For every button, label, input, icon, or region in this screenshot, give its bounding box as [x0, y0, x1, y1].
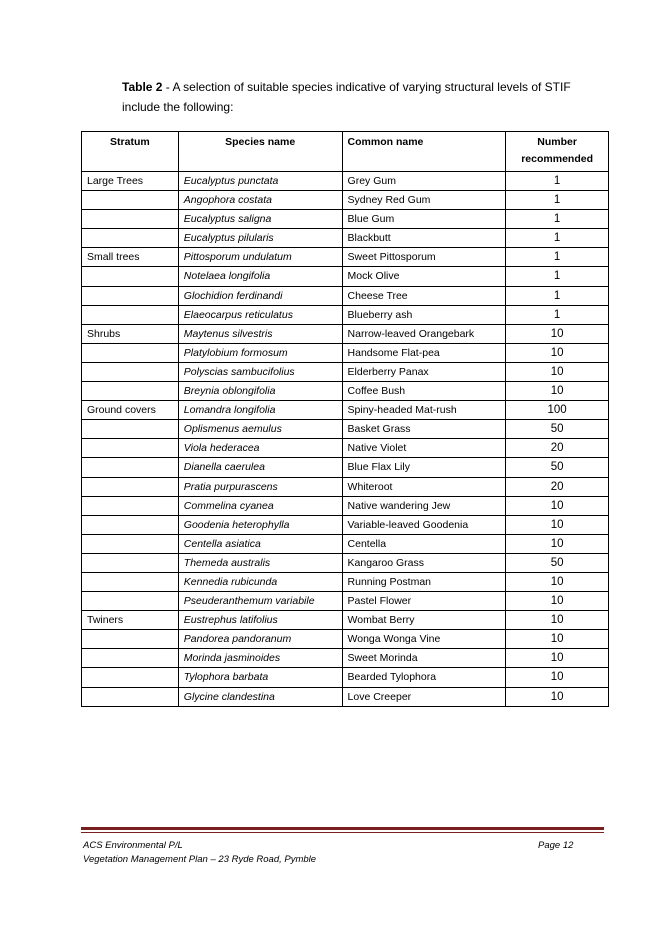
cell-stratum	[82, 267, 179, 286]
cell-common-name: Spiny-headed Mat-rush	[342, 401, 506, 420]
cell-number-recommended: 10	[506, 592, 609, 611]
table-row	[82, 191, 609, 210]
cell-stratum: Small trees	[82, 248, 179, 267]
cell-number-recommended: 10	[506, 496, 609, 515]
cell-stratum	[82, 286, 179, 305]
cell-number-recommended: 10	[506, 572, 609, 591]
cell-stratum	[82, 191, 179, 210]
table-row	[82, 267, 609, 286]
cell-common-name: Cheese Tree	[342, 286, 506, 305]
cell-number-recommended: 10	[506, 382, 609, 401]
cell-common-name: Basket Grass	[342, 420, 506, 439]
cell-stratum: Large Trees	[82, 172, 179, 191]
cell-stratum	[82, 229, 179, 248]
cell-species-name: Notelaea longifolia	[178, 267, 342, 286]
cell-number-recommended: 10	[506, 649, 609, 668]
cell-species-name: Breynia oblongifolia	[178, 382, 342, 401]
cell-species-name: Tylophora barbata	[178, 668, 342, 687]
cell-species-name: Pratia purpurascens	[178, 477, 342, 496]
cell-common-name: Variable-leaved Goodenia	[342, 515, 506, 534]
table-row	[82, 172, 609, 191]
cell-species-name: Oplismenus aemulus	[178, 420, 342, 439]
table-row	[82, 687, 609, 706]
cell-number-recommended: 10	[506, 534, 609, 553]
cell-common-name: Love Creeper	[342, 687, 506, 706]
cell-common-name: Mock Olive	[342, 267, 506, 286]
cell-number-recommended: 1	[506, 248, 609, 267]
cell-species-name: Dianella caerulea	[178, 458, 342, 477]
table-row	[82, 210, 609, 229]
table-row	[82, 401, 609, 420]
footer-document-title: Vegetation Management Plan – 23 Ryde Road, Pymble	[83, 854, 317, 865]
cell-stratum	[82, 305, 179, 324]
species-table	[81, 131, 609, 707]
cell-species-name: Eucalyptus saligna	[178, 210, 342, 229]
cell-species-name: Eustrephus latifolius	[178, 611, 342, 630]
cell-stratum	[82, 649, 179, 668]
footer-page-number: Page 12	[538, 840, 574, 851]
footer-company: ACS Environmental P/L	[83, 840, 183, 851]
cell-number-recommended: 50	[506, 553, 609, 572]
table-row	[82, 611, 609, 630]
table-row	[82, 496, 609, 515]
cell-species-name: Themeda australis	[178, 553, 342, 572]
cell-common-name: Handsome Flat-pea	[342, 343, 506, 362]
header-species-name: Species name	[178, 132, 342, 172]
cell-stratum	[82, 420, 179, 439]
cell-common-name: Pastel Flower	[342, 592, 506, 611]
cell-stratum	[82, 439, 179, 458]
table-row	[82, 630, 609, 649]
cell-species-name: Glochidion ferdinandi	[178, 286, 342, 305]
cell-species-name: Polyscias sambucifolius	[178, 362, 342, 381]
cell-stratum: Twiners	[82, 611, 179, 630]
cell-common-name: Bearded Tylophora	[342, 668, 506, 687]
table-row	[82, 572, 609, 591]
table-row	[82, 324, 609, 343]
footer-rule-thin	[81, 832, 604, 833]
header-number-line2: recommended	[521, 153, 593, 165]
cell-common-name: Running Postman	[342, 572, 506, 591]
table-row	[82, 649, 609, 668]
cell-number-recommended: 1	[506, 267, 609, 286]
cell-number-recommended: 1	[506, 210, 609, 229]
cell-common-name: Narrow-leaved Orangebark	[342, 324, 506, 343]
cell-species-name: Glycine clandestina	[178, 687, 342, 706]
cell-species-name: Maytenus silvestris	[178, 324, 342, 343]
cell-number-recommended: 10	[506, 515, 609, 534]
cell-number-recommended: 100	[506, 401, 609, 420]
cell-species-name: Kennedia rubicunda	[178, 572, 342, 591]
table-row	[82, 420, 609, 439]
table-row	[82, 248, 609, 267]
cell-stratum	[82, 210, 179, 229]
cell-stratum	[82, 553, 179, 572]
cell-stratum	[82, 343, 179, 362]
cell-common-name: Blue Flax Lily	[342, 458, 506, 477]
table-row	[82, 592, 609, 611]
cell-common-name: Centella	[342, 534, 506, 553]
cell-common-name: Coffee Bush	[342, 382, 506, 401]
cell-common-name: Blueberry ash	[342, 305, 506, 324]
table-caption-label: Table 2	[122, 80, 163, 94]
cell-common-name: Sydney Red Gum	[342, 191, 506, 210]
cell-stratum	[82, 572, 179, 591]
cell-species-name: Pseuderanthemum variabile	[178, 592, 342, 611]
cell-stratum	[82, 630, 179, 649]
cell-stratum: Ground covers	[82, 401, 179, 420]
cell-common-name: Native Violet	[342, 439, 506, 458]
cell-stratum	[82, 458, 179, 477]
cell-number-recommended: 1	[506, 305, 609, 324]
cell-number-recommended: 10	[506, 362, 609, 381]
cell-common-name: Native wandering Jew	[342, 496, 506, 515]
cell-stratum	[82, 362, 179, 381]
cell-species-name: Eucalyptus pilularis	[178, 229, 342, 248]
cell-common-name: Whiteroot	[342, 477, 506, 496]
cell-species-name: Platylobium formosum	[178, 343, 342, 362]
table-row	[82, 343, 609, 362]
cell-species-name: Eucalyptus punctata	[178, 172, 342, 191]
cell-number-recommended: 1	[506, 229, 609, 248]
table-row	[82, 439, 609, 458]
cell-stratum	[82, 496, 179, 515]
cell-species-name: Viola hederacea	[178, 439, 342, 458]
cell-number-recommended: 10	[506, 630, 609, 649]
cell-common-name: Sweet Morinda	[342, 649, 506, 668]
cell-number-recommended: 50	[506, 420, 609, 439]
header-stratum: Stratum	[82, 132, 179, 172]
table-row	[82, 362, 609, 381]
cell-number-recommended: 10	[506, 687, 609, 706]
cell-stratum	[82, 592, 179, 611]
header-common-name: Common name	[342, 132, 506, 172]
table-caption-text: - A selection of suitable species indicative of varying structural levels of STIF include the following:	[122, 80, 571, 114]
cell-species-name: Goodenia heterophylla	[178, 515, 342, 534]
cell-stratum	[82, 515, 179, 534]
cell-common-name: Elderberry Panax	[342, 362, 506, 381]
cell-number-recommended: 20	[506, 477, 609, 496]
cell-number-recommended: 10	[506, 668, 609, 687]
cell-number-recommended: 1	[506, 191, 609, 210]
header-number-line1: Number	[537, 136, 577, 148]
table-row	[82, 515, 609, 534]
table-header	[82, 132, 609, 172]
cell-species-name: Elaeocarpus reticulatus	[178, 305, 342, 324]
cell-species-name: Centella asiatica	[178, 534, 342, 553]
table-row	[82, 553, 609, 572]
cell-common-name: Blackbutt	[342, 229, 506, 248]
cell-common-name: Kangaroo Grass	[342, 553, 506, 572]
table-row	[82, 458, 609, 477]
cell-common-name: Blue Gum	[342, 210, 506, 229]
table-caption	[122, 77, 592, 117]
cell-species-name: Lomandra longifolia	[178, 401, 342, 420]
cell-species-name: Morinda jasminoides	[178, 649, 342, 668]
cell-stratum	[82, 382, 179, 401]
cell-stratum	[82, 668, 179, 687]
cell-species-name: Pittosporum undulatum	[178, 248, 342, 267]
table-row	[82, 477, 609, 496]
cell-number-recommended: 1	[506, 172, 609, 191]
cell-number-recommended: 10	[506, 324, 609, 343]
cell-number-recommended: 1	[506, 286, 609, 305]
cell-common-name: Grey Gum	[342, 172, 506, 191]
cell-species-name: Angophora costata	[178, 191, 342, 210]
table-row	[82, 286, 609, 305]
table-row	[82, 382, 609, 401]
cell-common-name: Wombat Berry	[342, 611, 506, 630]
table-body	[82, 172, 609, 707]
table-header-row	[82, 132, 609, 172]
cell-common-name: Sweet Pittosporum	[342, 248, 506, 267]
table-row	[82, 229, 609, 248]
cell-number-recommended: 20	[506, 439, 609, 458]
cell-number-recommended: 10	[506, 611, 609, 630]
cell-number-recommended: 50	[506, 458, 609, 477]
cell-common-name: Wonga Wonga Vine	[342, 630, 506, 649]
cell-stratum	[82, 687, 179, 706]
table-row	[82, 668, 609, 687]
cell-stratum	[82, 534, 179, 553]
header-number-recommended	[506, 132, 609, 172]
cell-stratum	[82, 477, 179, 496]
cell-stratum: Shrubs	[82, 324, 179, 343]
table-row	[82, 305, 609, 324]
table-row	[82, 534, 609, 553]
cell-number-recommended: 10	[506, 343, 609, 362]
cell-species-name: Commelina cyanea	[178, 496, 342, 515]
footer-rule-thick	[81, 827, 604, 830]
cell-species-name: Pandorea pandoranum	[178, 630, 342, 649]
